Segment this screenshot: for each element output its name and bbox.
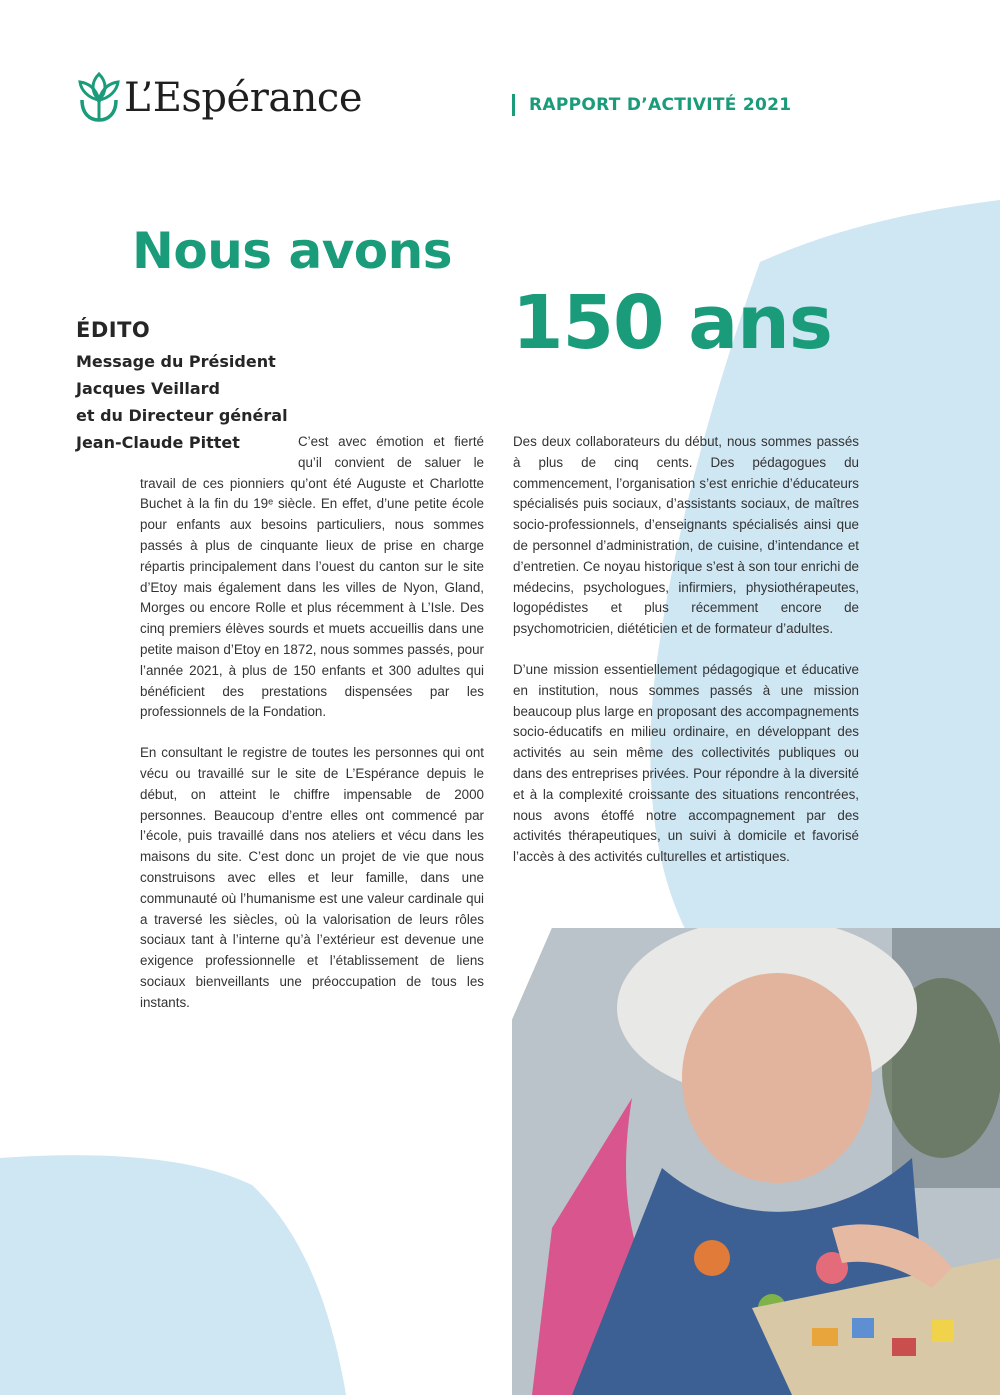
brand-logo (76, 70, 362, 126)
face (682, 973, 872, 1183)
report-tag-label: RAPPORT D’ACTIVITÉ 2021 (529, 95, 792, 115)
body-paragraph: Des deux collaborateurs du début, nous sommes passés à plus de cinq cents. Des pédagogues du commencement, l’organisation s’est enrichie d’éducateurs spécialisés puis sociaux, d’assistants sociaux, de maîtres socio-professionnels, d’enseignants spécialisés ainsi que de personnel d’administration, de cuisine, d’intendance et d’entretien. Ce noyau historique s’est à son tour enrichi de médecins, psychologues, infirmiers, physiothérapeutes, logopédistes et plus récemment encore de psychomotricien, diététicien et de formateur d’adultes. (513, 434, 859, 637)
leaf-logo-icon (76, 70, 122, 126)
body-paragraph: D’une mission essentiellement pédagogique et éducative en institution, nous sommes passés à une mission beaucoup plus large en proposant des accompagnements socio-éducatifs en milieu ordinaire, en développant des activités au sein même des collectivités publiques ou dans des entreprises privées. Pour répondre à la diversité et à la complexité croissante des situations rencontrées, nous avons étoffé notre accompagnement par des activités thérapeutiques, un suivi à domicile et favorisé l’accès à des activités culturelles et artistiques. (513, 661, 859, 865)
report-tag-divider (512, 94, 515, 116)
left-text-column (140, 432, 484, 1034)
headline-line-1: Nous avons (132, 222, 452, 280)
edito-line: Message du Président (76, 352, 276, 371)
elderly-woman-puzzle-photo (512, 928, 1000, 1395)
edito-line: Jean-Claude Pittet (76, 433, 240, 452)
body-paragraph: C’est avec émotion et fierté qu’il convient de saluer le travail de ces pionniers qu’ont été Auguste et Charlotte Buchet à la fin du 19ᵉ siècle. En effet, d’une petite école pour enfants aux besoins particuliers, nous sommes passés à plus de cinquante lieux de prise en charge répartis principalement dans l’ouest du canton sur le site d’Etoy mais également dans les villes de Nyon, Gland, Morges ou encore Rolle et plus récemment à L’Isle. Des cinq premiers élèves sourds et muets accueillis dans une petite maison d’Etoy en 1872, nous sommes passés, pour l’année 2021, à plus de 150 enfants et 300 adultes qui bénéficient des prestations dispensées par les professionnels de la Fondation. (140, 434, 484, 720)
edito-label: ÉDITO (76, 318, 151, 342)
body-paragraph: En consultant le registre de toutes les personnes qui ont vécu ou travaillé sur le site de L’Espérance depuis le début, on atteint le chiffre impensable de 2000 personnes. Beaucoup d’entre elles ont commencé par l’école, puis travaillé dans nos ateliers et vécu dans les maisons du site. C’est donc un projet de vie que nous construisons avec elles et leur famille, dans une communauté où l’humanisme est une valeur cardinale qui a traversé les siècles, où la valorisation de leurs rôles sociaux tant à l’interne qu’à l’extérieur est devenue une exigence professionnelle et l’établissement de liens sociaux bienveillants une préoccupation de tous les instants. (140, 745, 484, 1010)
photo-illustration (512, 928, 1000, 1395)
bottom-left-blue-shape (0, 1155, 346, 1395)
report-tag (512, 94, 791, 116)
edito-wrap-spacer (140, 432, 298, 473)
edito-line: Jacques Veillard (76, 379, 220, 398)
right-text-column (513, 432, 859, 888)
headline-line-2: 150 ans (512, 280, 832, 366)
edito-line: et du Directeur général (76, 406, 288, 425)
logo-wordmark: L’Espérance (124, 75, 362, 121)
